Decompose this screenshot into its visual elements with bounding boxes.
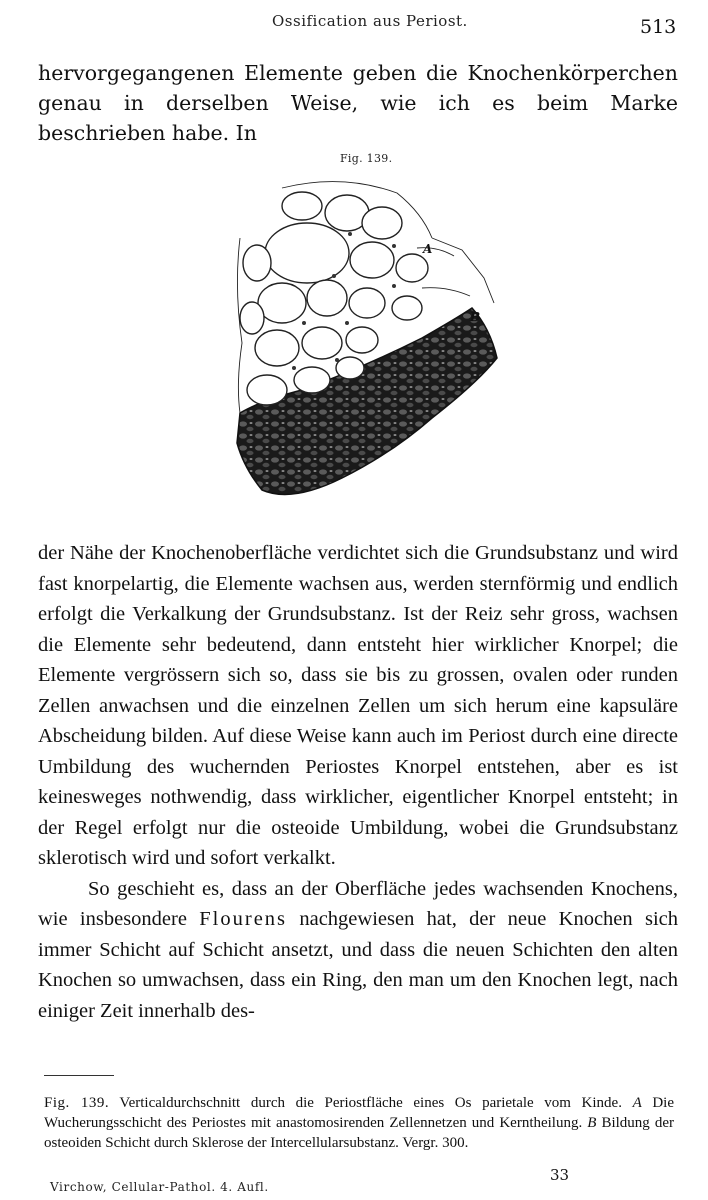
intro-paragraph: hervorgegangenen Elemente geben die Knochenkörperchen genau in derselben Weise, wie ich es beim Marke beschrieben habe. In xyxy=(38,61,678,145)
figure-number-label: Fig. 139. xyxy=(340,152,393,165)
footnote-part-2: Die Wucherungsschicht des Periostes mit anastomosirenden Zellennetzen und Kerntheilung. xyxy=(44,1095,674,1131)
footnote-letter-a: A xyxy=(632,1095,642,1111)
running-head xyxy=(0,6,708,38)
footnote-part-3: Bildung der osteoiden Schicht durch Sklerose der Intercellularsubstanz. Vergr. 300. xyxy=(44,1115,674,1151)
figure-label-a: A xyxy=(423,242,433,256)
imprint-line: Virchow, Cellular-Pathol. 4. Aufl. xyxy=(50,1180,269,1194)
footnote-rule xyxy=(44,1075,114,1076)
page-number: 513 xyxy=(640,16,677,38)
paragraph-2 xyxy=(38,874,678,1027)
sheet-signature: 33 xyxy=(550,1166,570,1184)
paragraph-2-end: nachgewiesen hat, der neue Knochen sich immer Schicht auf Schicht ansetzt, und dass die neuen Schichten den alten Knochen so umwachsen, dass ein Ring, den man um den Knochen legt, nach einiger Zeit innerhalb des- xyxy=(38,908,679,1022)
paragraph-1: der Nähe der Knochenoberfläche verdichtet sich die Grundsubstanz und wird fast knorpelartig, die Elemente wachsen aus, werden sternförmig und endlich erfolgt die Verkalkung der Grundsubstanz. Ist der Reiz sehr gross, wachsen die Elemente sehr bedeutend, dann entsteht hier wirklicher Knorpel; die Elemente vergrössern sich so, dass sie bis zu grossen, ovalen oder runden Zellen anwachsen und die einzelnen Zellen um sich herum eine kapsuläre Abscheidung bilden. Auf diese Weise kann auch im Periost durch eine directe Umbildung des wuchernden Periostes Knorpel entstehen, aber es ist keinesweges nothwendig, dass wirklicher, eigentlicher Knorpel entsteht; in der Regel erfolgt nur die osteoide Umbildung, wobei die Grundsubstanz sklerotisch wird und sofort verkalkt. xyxy=(38,542,678,869)
figure-footnote xyxy=(44,1093,674,1153)
footnote-label: Fig. 139. xyxy=(44,1095,110,1111)
histology-figure-139 xyxy=(222,168,512,518)
running-title: Ossification aus Periost. xyxy=(272,12,468,30)
main-text xyxy=(38,538,678,1026)
footnote-letter-b: B xyxy=(587,1115,597,1131)
paragraph-2-start: So geschieht es, dass an der Oberfläche jedes wachsenden Knochens, wie insbesondere xyxy=(38,877,678,930)
figure-label-b: B xyxy=(470,310,481,324)
footnote-part-1: Verticaldurchschnitt durch die Periostfläche eines Os parietale vom Kinde. xyxy=(109,1095,633,1111)
author-name-flourens: Flourens xyxy=(199,908,288,930)
